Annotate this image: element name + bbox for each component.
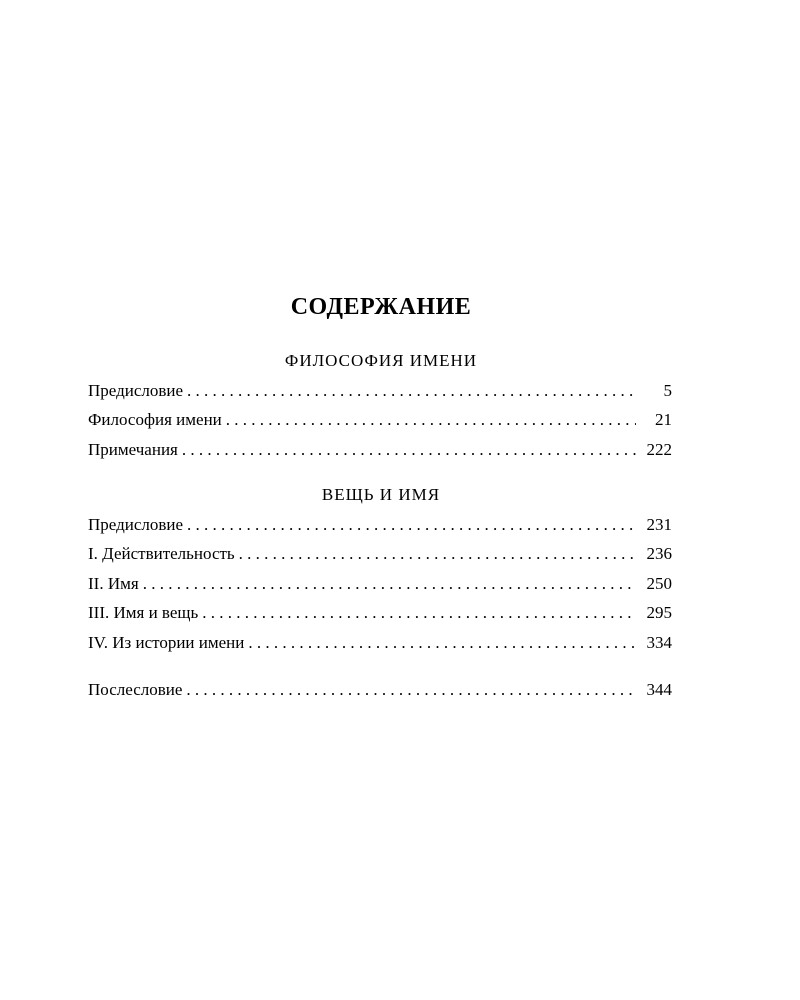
toc-entry-page: 250 bbox=[646, 574, 672, 593]
toc-entry-page: 334 bbox=[646, 633, 672, 652]
toc-entry-label: Предисловие bbox=[88, 515, 184, 534]
dot-leader bbox=[187, 515, 636, 535]
page-title: СОДЕРЖАНИЕ bbox=[290, 294, 472, 320]
dot-leader bbox=[143, 574, 636, 594]
toc-entry[interactable] bbox=[88, 410, 672, 434]
dot-leader bbox=[182, 440, 636, 460]
toc-entry[interactable] bbox=[88, 440, 672, 464]
toc-entry-page: 236 bbox=[646, 544, 672, 563]
toc-entry-page: 5 bbox=[663, 381, 672, 400]
dot-leader bbox=[248, 633, 636, 653]
toc-entry[interactable] bbox=[88, 603, 672, 627]
dot-leader bbox=[226, 410, 636, 430]
toc-entry-label: IV. Из истории имени bbox=[88, 633, 245, 652]
toc-entry[interactable] bbox=[88, 381, 672, 405]
toc-entry-page: 222 bbox=[646, 440, 672, 459]
toc-entry-label: II. Имя bbox=[88, 574, 139, 593]
toc-entry-label: III. Имя и вещь bbox=[88, 603, 199, 622]
dot-leader bbox=[202, 603, 636, 623]
toc-entry-page: 344 bbox=[646, 680, 672, 699]
toc-entry-afterword[interactable] bbox=[88, 680, 672, 704]
toc-entry[interactable] bbox=[88, 633, 672, 657]
toc-entry-label: Философия имени bbox=[88, 410, 222, 429]
toc-entry[interactable] bbox=[88, 515, 672, 539]
section-heading-thing-and-name: ВЕЩЬ И ИМЯ bbox=[321, 485, 441, 504]
toc-entry-page: 231 bbox=[646, 515, 672, 534]
dot-leader bbox=[239, 544, 636, 564]
dot-leader bbox=[186, 680, 636, 700]
toc-entry-page: 21 bbox=[655, 410, 672, 429]
section-heading-philosophy-of-name: ФИЛОСОФИЯ ИМЕНИ bbox=[284, 351, 478, 370]
toc-entry-label: Примечания bbox=[88, 440, 178, 459]
toc-entry[interactable] bbox=[88, 574, 672, 598]
toc-entry-label: Послесловие bbox=[88, 680, 183, 699]
toc-entry-label: I. Действительность bbox=[88, 544, 235, 563]
toc-entry-label: Предисловие bbox=[88, 381, 184, 400]
toc-entry[interactable] bbox=[88, 544, 672, 568]
toc-entry-page: 295 bbox=[646, 603, 672, 622]
dot-leader bbox=[187, 381, 636, 401]
